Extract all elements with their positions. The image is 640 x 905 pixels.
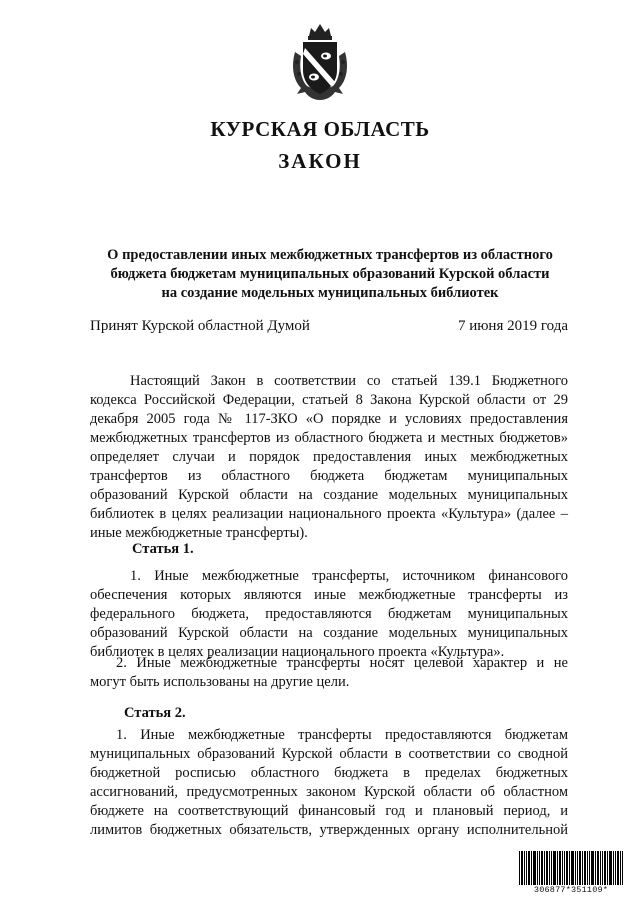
text-line: могут быть использованы на другие цели. — [90, 674, 350, 690]
text-line: иные межбюджетные трансферты). — [90, 525, 308, 541]
text-line: образований Курской области на создание модельных муниципальных — [90, 625, 568, 641]
text-line: бюджетной росписью областного бюджета в пределах бюджетных — [90, 765, 568, 781]
text-line: декабря 2005 года № 117-ЗКО «О порядке и условиях предоставления — [90, 411, 568, 427]
adoption-date: 7 июня 2019 года — [457, 318, 568, 334]
preamble-paragraph — [90, 372, 568, 543]
text-line: бюджете на соответствующий финансовый год и плановый период, и — [90, 803, 568, 819]
text-line: библиотек в целях реализации национального проекта «Культура». — [90, 644, 505, 660]
text-line: кодекса Российской Федерации, статьей 8 Закона Курской области от 29 — [90, 392, 568, 408]
text-line: 2. Иные межбюджетные трансферты носят целевой характер и не — [116, 655, 568, 671]
barcode-number: 306877*351109* — [518, 885, 624, 895]
text-line: ассигнований, предусмотренных законом Курской области об областном — [90, 784, 568, 800]
article-2-heading: Статья 2. — [124, 705, 186, 721]
text-line: обеспечения которых являются иные межбюджетные трансферты из — [90, 587, 568, 603]
text-line: образований Курской области на создание модельных муниципальных — [90, 487, 568, 503]
text-line: 1. Иные межбюджетные трансферты, источником финансового — [130, 568, 568, 584]
coat-of-arms-icon — [287, 22, 353, 102]
text-line: трансфертов из областного бюджета бюджетам муниципальных — [90, 468, 568, 484]
text-line: муниципальных образований Курской области в соответствии со сводной — [90, 746, 568, 762]
article-1-paragraph-1 — [90, 567, 568, 662]
text-line: межбюджетных трансфертов из областного бюджета и местных бюджетов» — [90, 430, 568, 446]
law-title — [90, 246, 570, 303]
law-title-line: на создание модельных муниципальных библиотек — [161, 285, 499, 301]
article-2-paragraph-1 — [90, 726, 568, 840]
document-type-heading: ЗАКОН — [278, 149, 362, 173]
text-line: Настоящий Закон в соответствии со статьей 139.1 Бюджетного — [130, 373, 568, 389]
text-line: федерального бюджета, предоставляются бюджетам муниципальных — [90, 606, 568, 622]
text-line: лимитов бюджетных обязательств, утвержденных органу исполнительной — [90, 822, 568, 838]
region-heading: КУРСКАЯ ОБЛАСТЬ — [210, 117, 430, 141]
adopting-body: Принят Курской областной Думой — [90, 318, 310, 334]
text-line: определяет случаи и порядок предоставления иных межбюджетных — [90, 449, 568, 465]
law-title-line: О предоставлении иных межбюджетных трансфертов из областного — [107, 247, 553, 263]
article-1-paragraph-2 — [90, 654, 568, 692]
article-1-heading: Статья 1. — [132, 541, 194, 557]
text-line: библиотек в целях реализации национального проекта «Культура» (далее – — [90, 506, 568, 522]
text-line: 1. Иные межбюджетные трансферты предоставляются бюджетам — [116, 727, 568, 743]
law-title-line: бюджета бюджетам муниципальных образований Курской области — [110, 266, 550, 282]
